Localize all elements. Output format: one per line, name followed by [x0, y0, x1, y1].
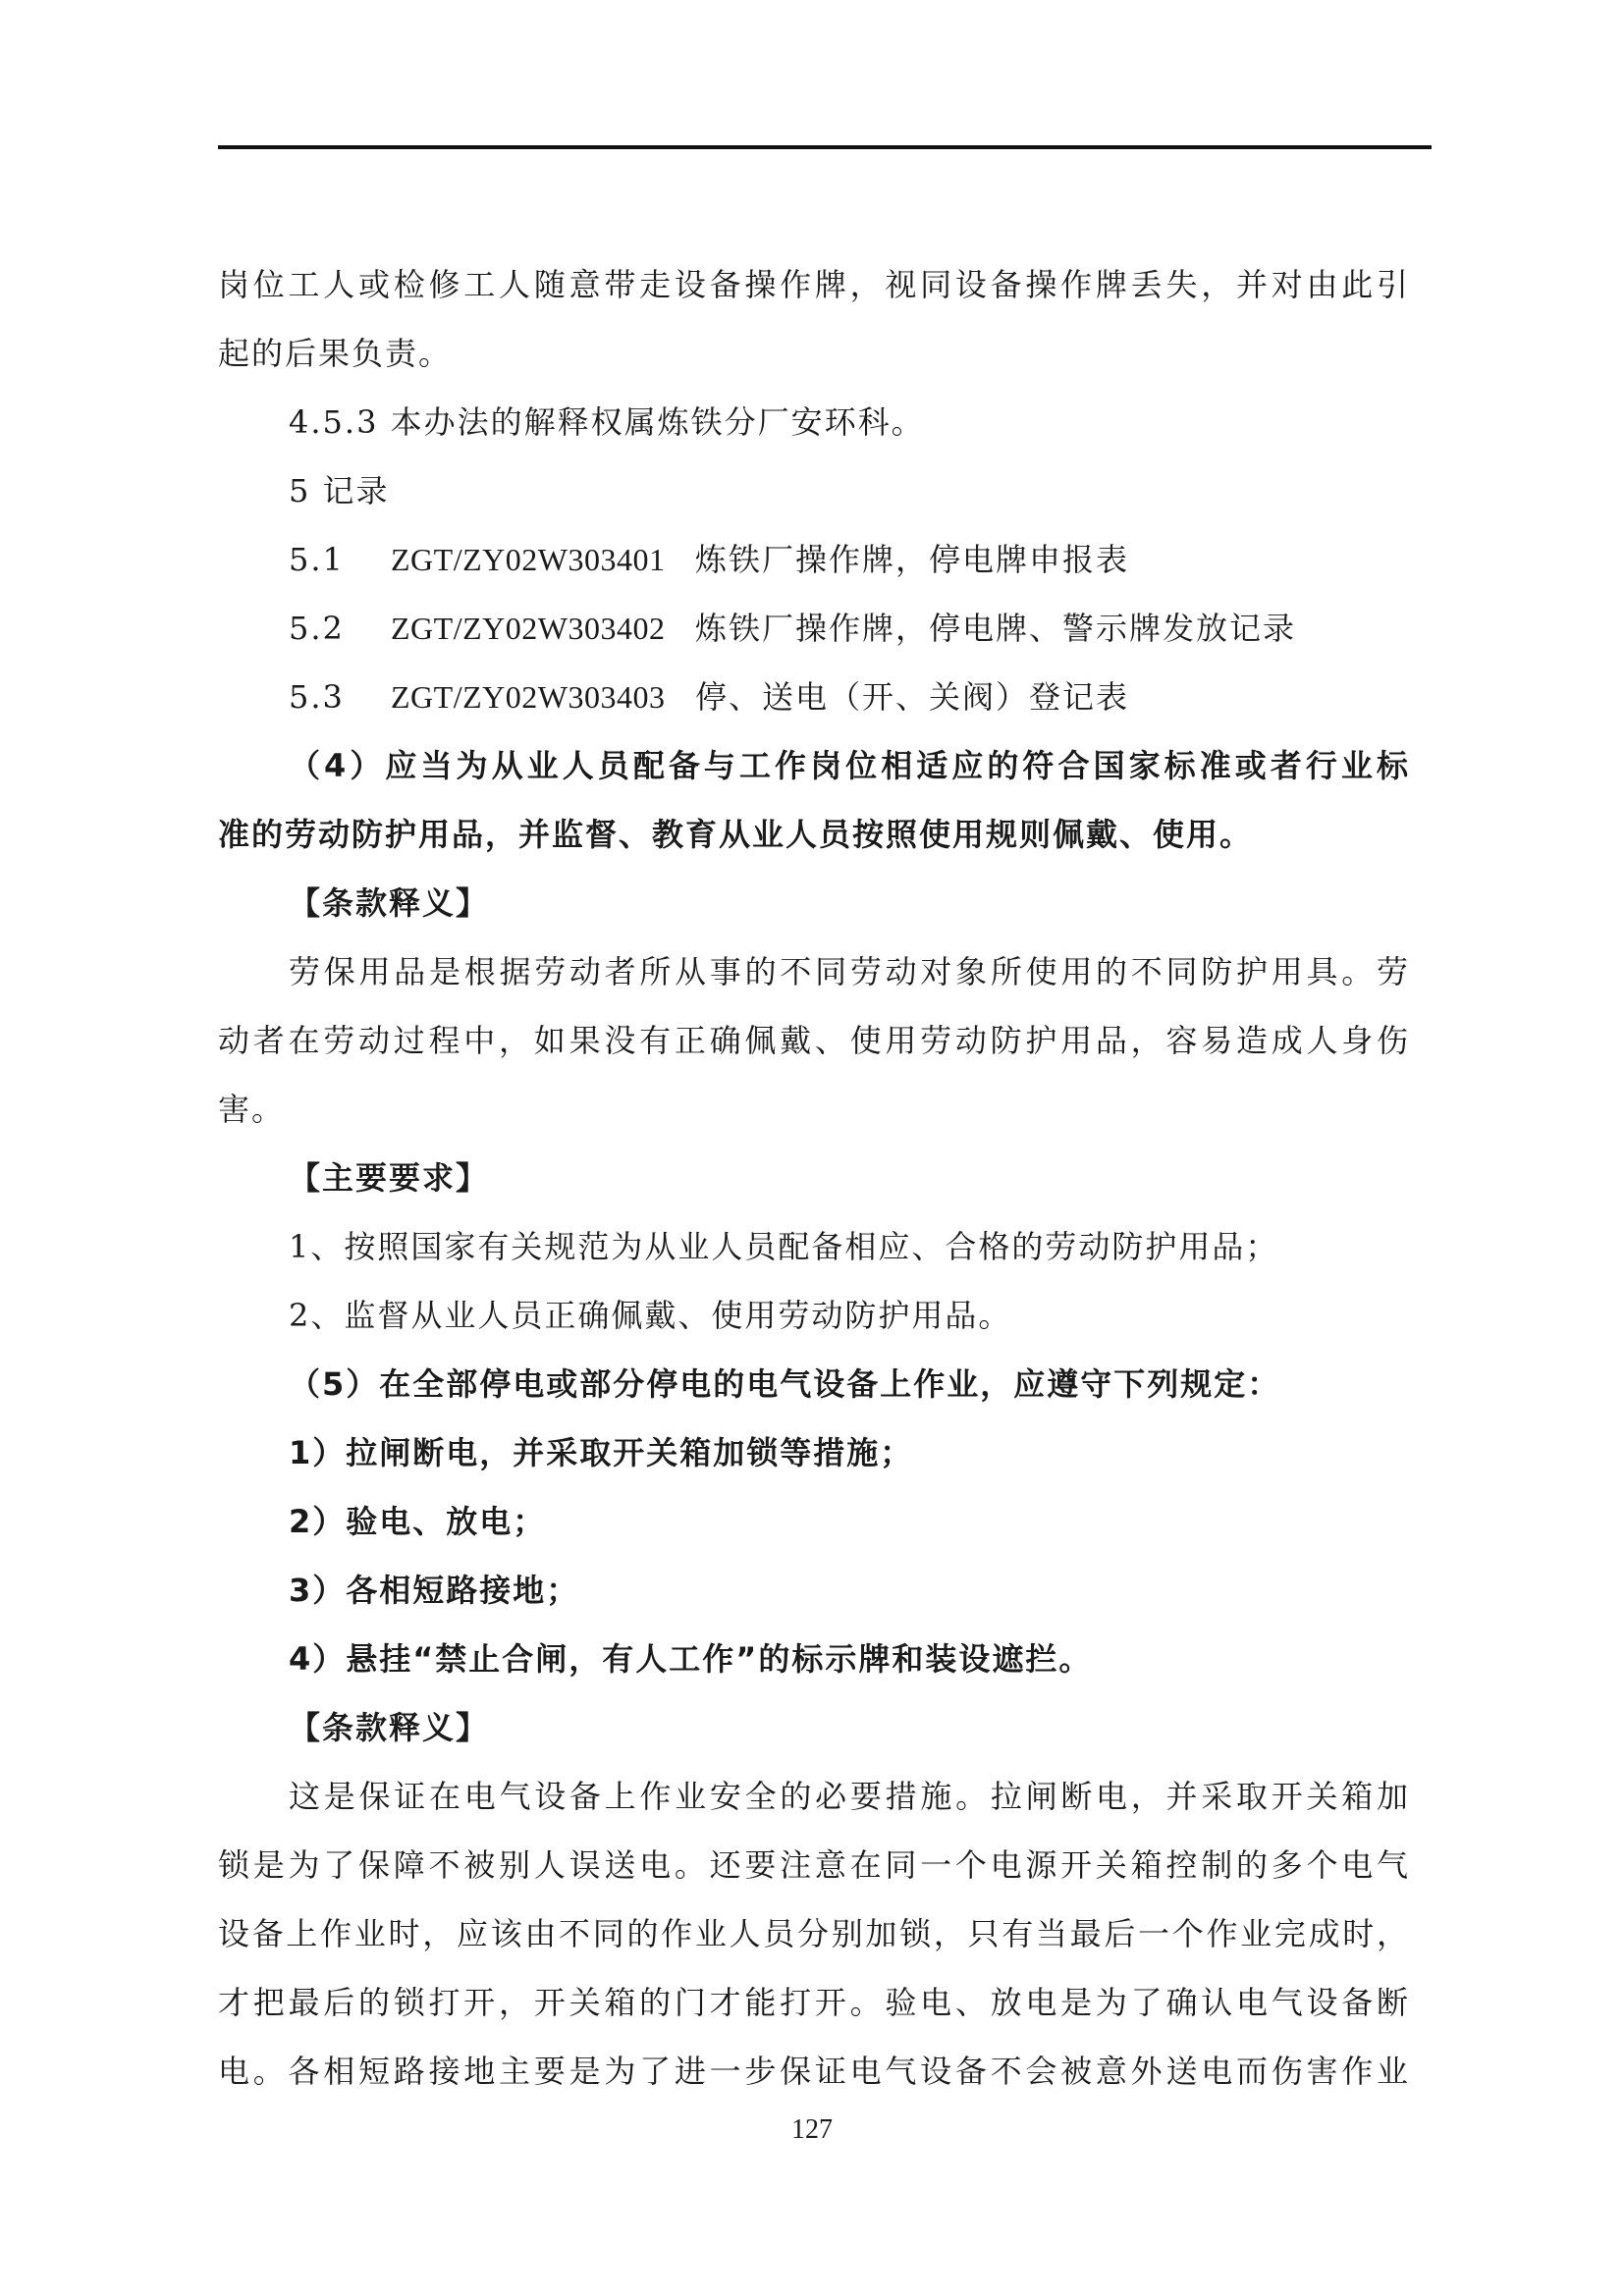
requirement-item: 2、监督从业人员正确佩戴、使用劳动防护用品。: [289, 1297, 1012, 1334]
heading-clause-interpretation: 【条款释义】: [289, 884, 490, 922]
clause-4-line: 准的劳动防护用品，并监督、教育从业人员按照使用规则佩戴、使用。: [218, 816, 1254, 853]
interpretation-line: 劳保用品是根据劳动者所从事的不同劳动对象所使用的不同防护用具。劳: [289, 953, 1410, 990]
clause-5-item: 4）悬挂“禁止合闸，有人工作”的标示牌和装设遮拦。: [289, 1640, 1093, 1678]
record-number: 5.2: [289, 610, 345, 647]
record-code: ZGT/ZY02W303402: [391, 611, 666, 646]
heading-main-requirements: 【主要要求】: [289, 1159, 490, 1197]
interpretation-line: 设备上作业时，应该由不同的作业人员分别加锁，只有当最后一个作业完成时，: [218, 1915, 1410, 1952]
interpretation-line: 动者在劳动过程中，如果没有正确佩戴、使用劳动防护用品，容易造成人身伤: [218, 1022, 1410, 1059]
clause-5-item: 3）各相短路接地；: [289, 1572, 580, 1609]
record-item: [218, 663, 1410, 731]
requirement-item: 1、按照国家有关规范为从业人员配备相应、合格的劳动防护用品；: [289, 1228, 1279, 1265]
record-number: 5.1: [289, 541, 345, 578]
record-code: ZGT/ZY02W303401: [391, 542, 666, 577]
record-number: 5.3: [289, 678, 345, 716]
page-body: [218, 250, 1410, 2106]
section-clause-4-5-3: 4.5.3 本办法的解释权属炼铁分厂安环科。: [289, 403, 925, 441]
record-item: [218, 525, 1410, 594]
record-title: 炼铁厂操作牌，停电牌、警示牌发放记录: [695, 610, 1297, 647]
paragraph-line: 起的后果负责。: [218, 335, 453, 372]
record-title: 炼铁厂操作牌，停电牌申报表: [695, 541, 1130, 578]
record-title: 停、送电（开、关阀）登记表: [695, 678, 1130, 716]
clause-5: （5）在全部停电或部分停电的电气设备上作业，应遵守下列规定：: [289, 1365, 1281, 1403]
heading-clause-interpretation: 【条款释义】: [289, 1709, 490, 1746]
clause-4-line: （4）应当为从业人员配备与工作岗位相适应的符合国家标准或者行业标: [289, 747, 1410, 784]
clause-5-item: 1）拉闸断电，并采取开关箱加锁等措施；: [289, 1434, 914, 1471]
section-heading-records: 5 记录: [289, 472, 390, 509]
record-item: [218, 594, 1410, 663]
interpretation-line: 电。各相短路接地主要是为了进一步保证电气设备不会被意外送电而伤害作业: [218, 2053, 1410, 2090]
header-rule: [218, 145, 1432, 149]
page-number: 127: [791, 2114, 833, 2145]
clause-5-item: 2）验电、放电；: [289, 1503, 547, 1540]
paragraph-line: 岗位工人或检修工人随意带走设备操作牌，视同设备操作牌丢失，并对由此引: [218, 266, 1410, 303]
interpretation-line: 害。: [218, 1091, 286, 1128]
record-code: ZGT/ZY02W303403: [391, 679, 666, 715]
interpretation-line: 才把最后的锁打开，开关箱的门才能打开。验电、放电是为了确认电气设备断: [218, 1984, 1410, 2021]
interpretation-line: 锁是为了保障不被别人误送电。还要注意在同一个电源开关箱控制的多个电气: [218, 1846, 1410, 1884]
interpretation-line: 这是保证在电气设备上作业安全的必要措施。拉闸断电，并采取开关箱加: [289, 1778, 1410, 1815]
